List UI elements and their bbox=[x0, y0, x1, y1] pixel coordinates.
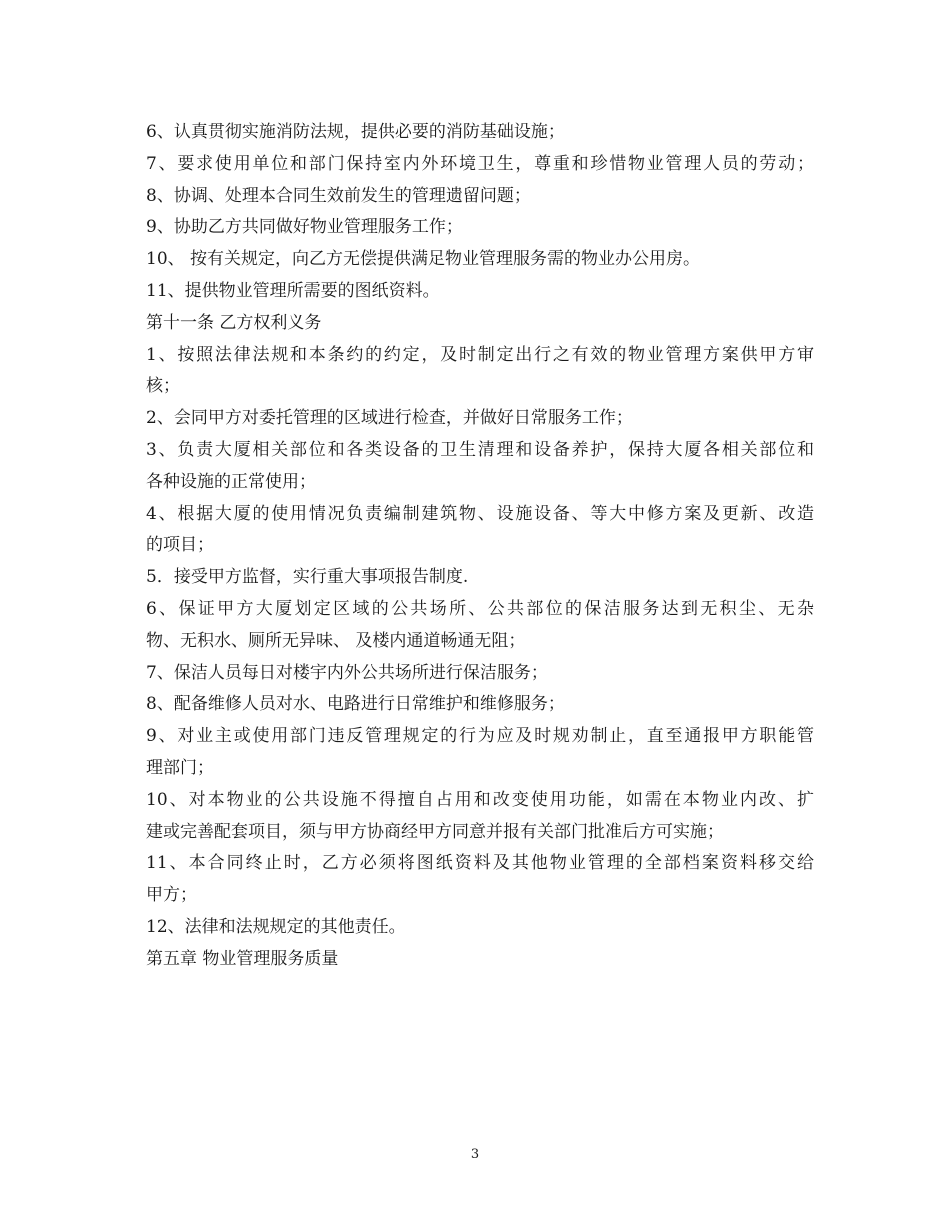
text-line: 建或完善配套项目，须与甲方协商经甲方同意并报有关部门批准后方可实施； bbox=[146, 821, 724, 842]
text-line: 7、保洁人员每日对楼宇内外公共场所进行保洁服务； bbox=[146, 662, 548, 683]
text-line: 10、对本物业的公共设施不得擅自占用和改变使用功能，如需在本物业内改、扩 bbox=[146, 789, 814, 810]
text-line: 甲方； bbox=[146, 885, 197, 906]
text-line: 理部门； bbox=[146, 757, 214, 778]
text-line: 的项目； bbox=[146, 535, 214, 556]
document-body bbox=[146, 117, 814, 976]
text-line: 9、协助乙方共同做好物业管理服务工作； bbox=[146, 217, 463, 238]
text-line: 3、负责大厦相关部位和各类设备的卫生清理和设备养护，保持大厦各相关部位和 bbox=[146, 439, 814, 460]
text-line: 8、配备维修人员对水、电路进行日常维护和维修服务； bbox=[146, 694, 565, 715]
page-number: 3 bbox=[470, 1147, 480, 1162]
text-line: 核； bbox=[146, 376, 180, 397]
text-line: 6、认真贯彻实施消防法规，提供必要的消防基础设施； bbox=[146, 122, 565, 142]
text-line: 各种设施的正常使用； bbox=[146, 471, 316, 492]
text-line: 10、 按有关规定，向乙方无偿提供满足物业管理服务需的物业办公用房。 bbox=[146, 249, 701, 270]
text-line: 5．接受甲方监督，实行重大事项报告制度. bbox=[146, 567, 469, 588]
text-line: 1、按照法律法规和本条约的约定，及时制定出行之有效的物业管理方案供甲方审 bbox=[146, 344, 814, 365]
chapter-heading: 第五章 物业管理服务质量 bbox=[146, 948, 339, 969]
text-line: 12、法律和法规规定的其他责任。 bbox=[146, 916, 406, 937]
text-line: 2、会同甲方对委托管理的区域进行检查，并做好日常服务工作； bbox=[146, 408, 633, 429]
section-heading: 第十一条 乙方权利义务 bbox=[146, 312, 322, 333]
text-line: 11、本合同终止时，乙方必须将图纸资料及其他物业管理的全部档案资料移交给 bbox=[146, 853, 814, 874]
text-line: 物、无积水、厕所无异味、 及楼内通道畅通无阻； bbox=[146, 630, 526, 651]
text-line: 8、协调、处理本合同生效前发生的管理遗留问题； bbox=[146, 185, 531, 206]
text-line: 6、保证甲方大厦划定区域的公共场所、公共部位的保洁服务达到无积尘、无杂 bbox=[146, 598, 814, 619]
text-line: 9、对业主或使用部门违反管理规定的行为应及时规劝制止，直至通报甲方职能管 bbox=[146, 726, 814, 747]
text-line: 11、提供物业管理所需要的图纸资料。 bbox=[146, 280, 440, 301]
text-line: 4、根据大厦的使用情况负责编制建筑物、设施设备、等大中修方案及更新、改造 bbox=[146, 503, 814, 524]
text-line: 7、要求使用单位和部门保持室内外环境卫生，尊重和珍惜物业管理人员的劳动； bbox=[146, 153, 814, 174]
